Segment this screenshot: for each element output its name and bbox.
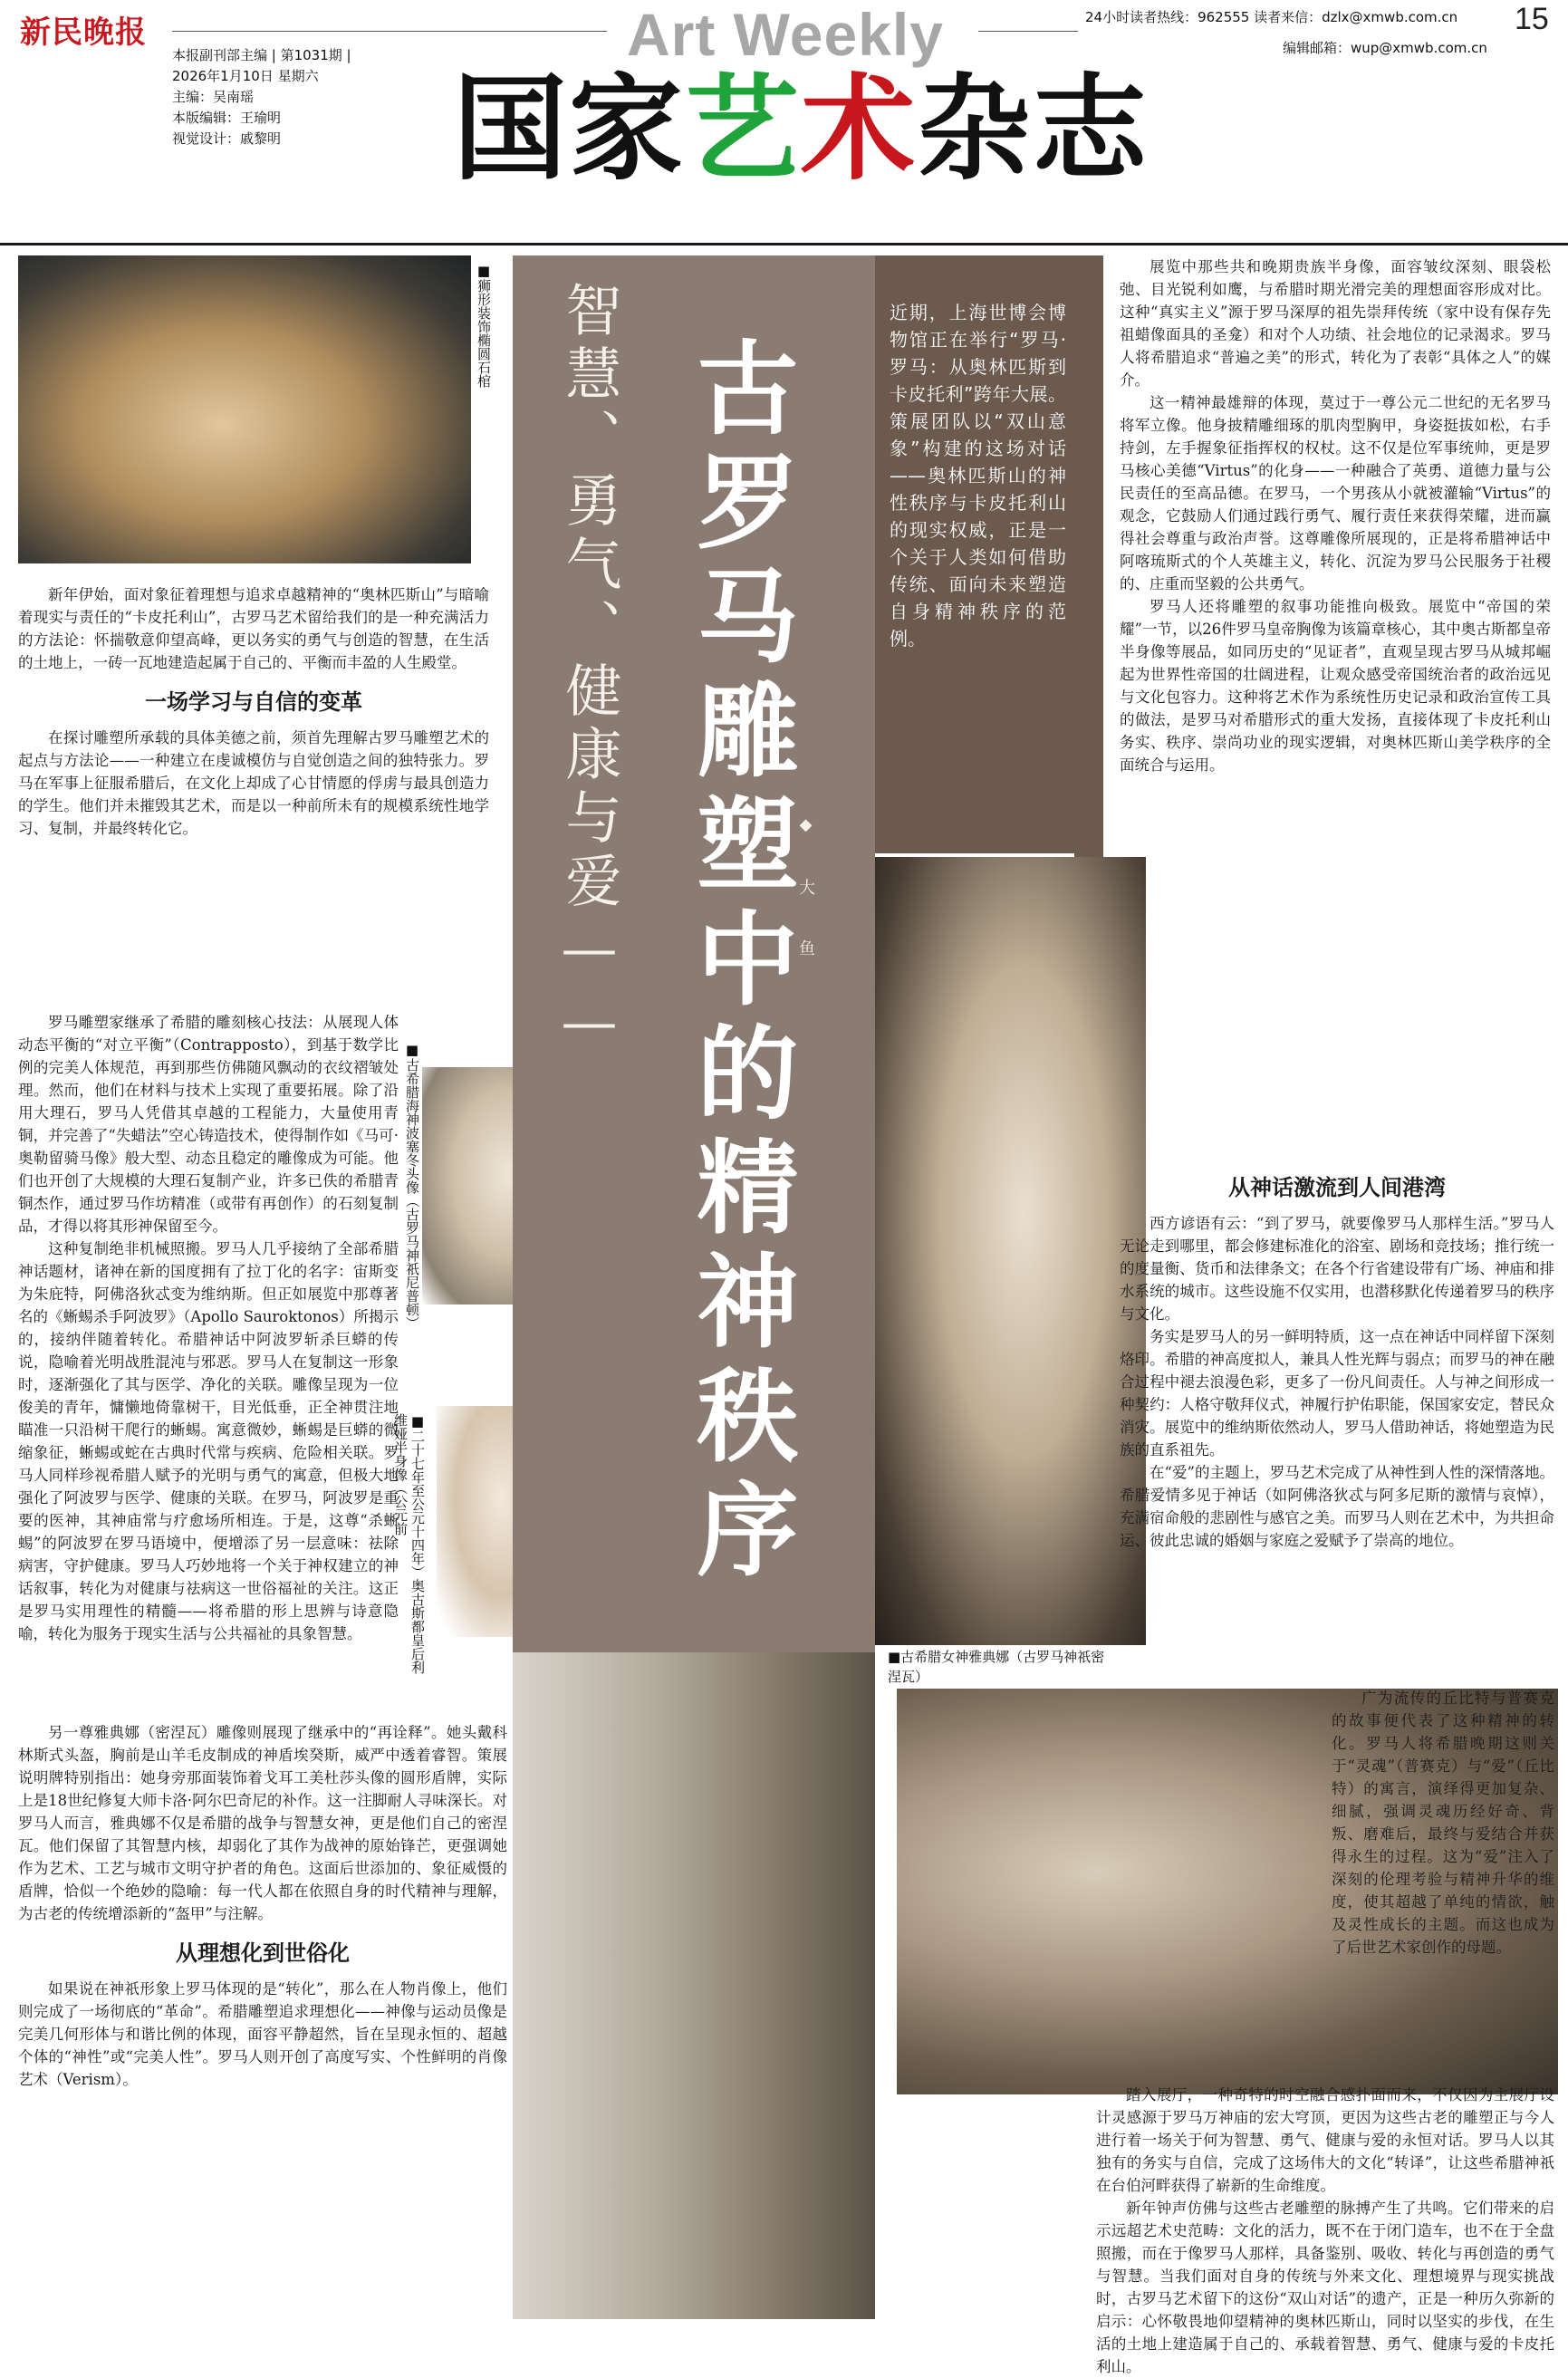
apollo-caption: ▲古希腊神阿波罗 (925, 2111, 941, 2222)
paragraph: 罗马人还将雕塑的叙事功能推向极致。展览中“帝国的荣耀”一节，以26件罗马皇帝胸像为该篇章核心，其中奥古斯都皇帝半身像等展品，如同历史的“见证者”，直观呈现古罗马从城邦崛起为世界性帝国的壮阔进程，让观众感受帝国统治者的政治远见与文化包容力。这种将艺术作为系统性历史记录和政治宣传工具的做法，是罗马对希腊形式的重大发扬，直接体现了卡皮托利山务实、秩序、崇尚功业的现实逻辑，对奥林匹斯山美学秩序的全面统合与运用。 (1120, 598, 1551, 774)
right-column-low (1332, 1687, 1554, 1959)
apollo-statue-photo (513, 1652, 875, 2319)
paragraph: 广为流传的丘比特与普赛克的故事便代表了这种精神的转化。罗马人将希腊晚期这则关于“灵魂”（普赛克）与“爱”（丘比特）的寓言，演绎得更加复杂、细腻，强调灵魂历经好奇、背叛、磨难后，最终与爱结合并获得永生的过程。这为“爱”注入了深刻的伦理考验与精神升华的维度，使其超越了单纯的情欲，触及灵性成长的主题。而这也成为了后世艺术家创作的母题。 (1332, 1690, 1554, 1956)
left-column-middle (18, 1011, 399, 1645)
neptune-caption: ■古希腊海神波塞冬头像（古罗马神祇尼普顿） (404, 1042, 420, 1330)
page-number: 15 (1515, 2, 1549, 36)
left-column-bottom (18, 1721, 507, 2091)
visual-designer: 视觉设计：戚黎明 (172, 130, 282, 147)
masthead-rule-left (172, 31, 607, 32)
article-headline: 古罗马雕塑中的精神秩序 (680, 335, 798, 1591)
athena-caption: ■古希腊女神雅典娜（古罗马神祇密涅瓦） (888, 1649, 1105, 1685)
title-char-accent: 术 (801, 63, 917, 196)
paragraph: 这种复制绝非机械照搬。罗马人几乎接纳了全部希腊神话题材，诸神在新的国度拥有了拉丁化的名字：宙斯变为朱庇特，阿佛洛狄忒变为维纳斯。但正如展览中那尊著名的《蜥蜴杀手阿波罗》（Apollo Sauroktonos）所揭示的，接纳伴随着转化。希腊神话中阿波罗斩杀巨蟒的传说，隐喻着光明战胜混沌与邪恶。罗马人在复制这一形象时，逐渐强化了其与医学、净化的关联。雕像呈现为一位俊美的青年，慵懒地倚靠树干，目光低垂，正全神贯注地瞄准一只沿树干爬行的蜥蜴。寓意微妙，蜥蜴是巨蟒的微缩象征，蜥蜴或蛇在古典时代常与疾病、危险相关联。罗马人同样珍视希腊人赋予的光明与勇气的寓意，但极大地强化了阿波罗与医学、健康的关联。在罗马，阿波罗是重要的医神，其神庙常与疗愈场所相连。于是，这尊“杀蜥蜴”的阿波罗在罗马语境中，便增添了另一层意味：祛除病害，守护健康。罗马人巧妙地将一个关于神权建立的神话叙事，转化为对健康与祛病这一世俗福祉的关注。这正是罗马实用理性的精髓——将希腊的形上思辨与诗意隐喻，转化为服务于现实生活与公共福祉的具象智慧。 (18, 1240, 399, 1642)
section-heading: 一场学习与自信的变革 (145, 689, 362, 715)
lion-caption: ■狮形装饰椭圆石棺 (476, 263, 492, 388)
article-intro: 近期，上海世博会博物馆正在举行“罗马·罗马：从奥林匹斯到卡皮托利”跨年大展。策展团队以“双山意象”构建的这场对话——奥林匹斯山的神性秩序与卡皮托利山的现实权威，正是一个关于人类如何借助传统、面向未来塑造自身精神秩序的范例。 (890, 302, 1066, 650)
double-head-caption: ▲双头雕像 (992, 2111, 1008, 2181)
section-heading: 从理想化到世俗化 (176, 1940, 350, 1966)
section-title-chinese (453, 63, 1149, 196)
athena-statue-photo (874, 857, 1146, 1645)
paragraph: 如果说在神祇形象上罗马体现的是“转化”，那么在人物肖像上，他们则完成了一场彻底的“革命”。希腊雕塑追求理想化——神像与运动员像是完美几何形体与和谐比例的体现，面容平静超然，旨在呈现永恒的、超越个体的“神性”或“完美人性”。罗马人则开创了高度写实、个性鲜明的肖像艺术（Verism）。 (18, 1980, 507, 2088)
article-subtitle: 智慧、勇气、健康与爱—— (556, 281, 622, 1062)
livia-caption: ■二十七年至公元十四年）奥古斯都皇后利维娅半身像（公元前 (392, 1413, 426, 1674)
title-char: 杂 (917, 63, 1033, 196)
right-column-middle (1120, 1160, 1554, 1552)
paragraph: 在“爱”的主题上，罗马艺术完成了从神性到人性的深情落地。希腊爱情多见于神话（如阿佛洛狄忒与阿多尼斯的激情与哀悼），充满宿命般的悲剧性与感官之美。而罗马人则在艺术中，为共担命运、彼此忠诚的婚姻与家庭之爱赋予了崇高的地位。 (1120, 1464, 1554, 1549)
masthead-rule-right (978, 31, 1078, 32)
edition-line: 本报副刊部主编 | 第1031期 | (172, 47, 351, 63)
intro-band-edge (1074, 255, 1103, 857)
paragraph: 务实是罗马人的另一鲜明特质，这一点在神话中同样留下深刻烙印。希腊的神高度拟人，兼具人性光辉与弱点；而罗马的神在融合过程中褪去浪漫色彩，更多了一份凡间责任。人与神之间形成一种契约：人格守敬拜仪式，神履行护佑职能，保国家安定，替民众消灾。展览中的维纳斯依然动人，罗马人借助神话，将她塑造为民族的直系祖先。 (1120, 1328, 1554, 1459)
title-char: 家 (569, 63, 685, 196)
edition-info (172, 45, 351, 149)
editor-email: 编辑邮箱：wup@xmwb.com.cn (1283, 40, 1487, 56)
paragraph: 西方谚语有云：“到了罗马，就要像罗马人那样生活。”罗马人无论走到哪里，都会修建标准化的浴室、剧场和竞技场；推行统一的度量衡、货币和法律条文；在各个行省建设带有广场、神庙和排水系统的城市。这些设施不仅实用，也潜移默化传递着罗马的秩序与文化。 (1120, 1215, 1554, 1323)
section-heading: 从神话激流到人间港湾 (1228, 1175, 1446, 1200)
lion-sarcophagus-photo (18, 255, 471, 563)
title-char: 志 (1033, 63, 1149, 196)
paragraph: 踏入展厅，一种奇特的时空融合感扑面而来，不仅因为主展厅设计灵感源于罗马万神庙的宏大穹顶，更因为这些古老的雕塑正与今人进行着一场关于何为智慧、勇气、健康与爱的永恒对话。罗马人以其独有的务实与自信，完成了这场伟大的文化“转译”，让这些希腊神祇在台伯河畔获得了崭新的生命维度。 (1096, 2086, 1554, 2194)
left-column-top (18, 583, 489, 840)
article-lead: 新年伊始，面对象征着理想与追求卓越精神的“奥林匹斯山”与暗喻着现实与责任的“卡皮托利山”，古罗马艺术留给我们的是一种充满活力的方法论：怀揣敬意仰望高峰，更以务实的勇气与创造的智慧，在生活的土地上，一砖一瓦地建造起属于自己的、平衡而丰盈的人生殿堂。 (18, 586, 489, 671)
newspaper-logo: 新民晚报 (20, 14, 147, 51)
page-editor: 本版编辑：王瑜明 (172, 110, 282, 126)
section-title-english: Art Weekly (627, 1, 944, 68)
edition-date: 2026年1月10日 星期六 (172, 68, 319, 84)
reader-hotline: 24小时读者热线：962555 读者来信：dzlx@xmwb.com.cn (1085, 9, 1458, 25)
paragraph: 新年钟声仿佛与这些古老雕塑的脉搏产生了共鸣。它们带来的启示远超艺术史范畴：文化的活力，既不在于闭门造车，也不在于全盘照搬，而在于像罗马人那样，具备鉴别、吸收、转化与再创造的勇气与智慧。当我们面对自身的传统与外来文化、理想境界与现实挑战时，古罗马艺术留下的这份“双山对话”的遗产，正是一种历久弥新的启示：心怀敬畏地仰望精神的奥林匹斯山，同时以坚实的步伐，在生活的土地上建造属于自己的、承载着智慧、勇气、健康与爱的卡皮托利山。 (1096, 2200, 1554, 2375)
paragraph: 另一尊雅典娜（密涅瓦）雕像则展现了继承中的“再诠释”。她头戴科林斯式头盔，胸前是山羊毛皮制成的神盾埃癸斯，威严中透着睿智。策展说明牌特别指出：她身旁那面装饰着戈耳工美杜莎头像的圆形盾牌，实际上是18世纪修复大师卡洛·阿尔巴奇尼的补作。这一注脚耐人寻味深长。对罗马人而言，雅典娜不仅是希腊的战争与智慧女神，更是他们自己的密涅瓦。他们保留了其智慧内核，却弱化了其作为战神的原始锋芒，更强调她作为艺术、工艺与城市文明守护者的角色。这面后世添加的、象征威慑的盾牌，恰似一个绝妙的隐喻：每一代人都在依照自身的时代精神与理解，为古老的传统增添新的“盔甲”与注解。 (18, 1724, 507, 1922)
title-char-accent: 艺 (685, 63, 801, 196)
chief-editor: 主编：吴南瑶 (172, 89, 255, 105)
paragraph: 在探讨雕塑所承载的具体美德之前，须首先理解古罗马雕塑艺术的起点与方法论——一种建立在虔诚模仿与自觉创造之间的独特张力。罗马在军事上征服希腊后，在文化上却成了心甘情愿的俘虏与最具创造力的学生。他们并未摧毁其艺术，而是以一种前所未有的规模系统性地学习、复制，并最终转化它。 (18, 729, 489, 837)
title-char: 国 (453, 63, 569, 196)
right-column-top (1120, 255, 1551, 776)
paragraph: 罗马雕塑家继承了希腊的雕刻核心技法：从展现人体动态平衡的“对立平衡”（Contrapposto），到基于数学比例的完美人体规范，再到那些仿佛随风飘动的衣纹褶皱处理。然而，他们在材料与技术上实现了重要拓展。除了沿用大理石，罗马人凭借其卓越的工程能力，大量使用青铜，并完善了“失蜡法”空心铸造技术，使得制作如《马可·奥勒留骑马像》般大型、动态且稳定的雕像成为可能。他们也开创了大规模的大理石复制产业，许多已佚的希腊青铜杰作，通过罗马作坊精准（或带有再创作）的石刻复制品，才得以将其形神保留至今。 (18, 1014, 399, 1235)
article-author: ◆ 大 鱼 (796, 815, 815, 968)
masthead-divider (0, 243, 1568, 246)
right-column-bottom (1096, 2084, 1554, 2378)
paragraph: 展览中那些共和晚期贵族半身像，面容皱纹深刻、眼袋松弛、目光锐利如鹰，与希腊时期光滑完美的理想面容形成对比。这种“真实主义”源于罗马深厚的祖先崇拜传统（家中设有保存先祖蜡像面具的圣龛）和对个人功绩、社会地位的记录渴求。罗马人将希腊追求“普遍之美”的形式，转化为了表彰“具体之人”的媒介。 (1120, 258, 1551, 389)
paragraph: 这一精神最雄辩的体现，莫过于一尊公元二世纪的无名罗马将军立像。他身披精雕细琢的肌肉型胸甲，身姿挺拔如松，右手持剑，左手握象征指挥权的权杖。这不仅是位军事统帅，更是罗马核心美德“Virtus”的化身——一种融合了英勇、道德力量与公民责任的至高品德。在罗马，一个男孩从小就被灌输“Virtus”的观念，它鼓励人们通过践行勇气、履行责任来获得荣耀，进而赢得社会尊重与政治声誉。这尊雕像所展现的，正是将希腊神话中阿喀琉斯式的个人英雄主义，转化、沉淀为罗马公民服务于社稷的、庄重而坚毅的公共勇气。 (1120, 394, 1551, 592)
